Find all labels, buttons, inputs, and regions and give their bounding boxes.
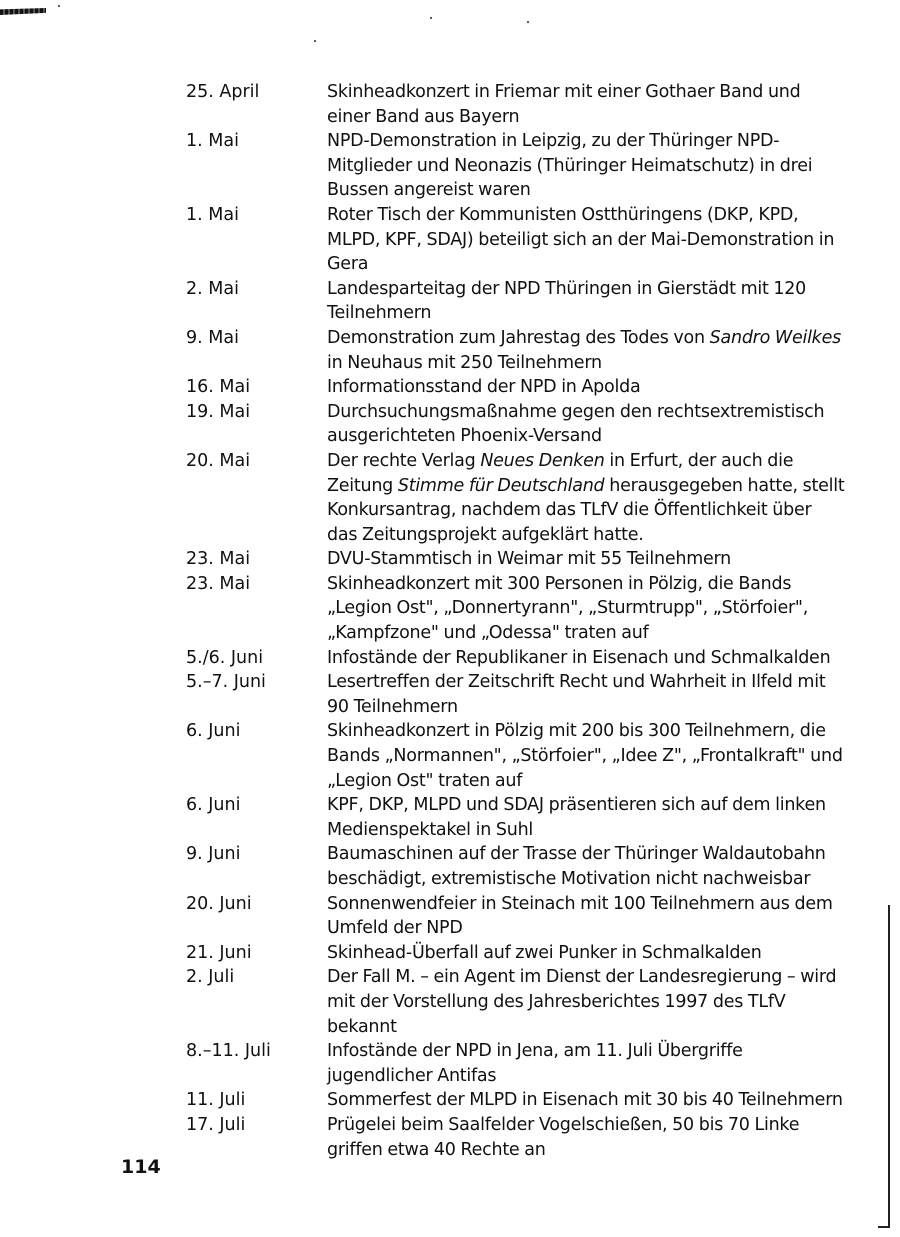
- entry-text: Skinheadkonzert in Pölzig mit 200 bis 300 Teilnehmern, die Bands „Normannen", „Störfoier", „Idee Z", „Frontalkraft" und „Legion Ost" traten auf: [327, 721, 843, 791]
- entry-text: NPD-Demonstration in Leipzig, zu der Thüringer NPD-Mitglieder und Neonazis (Thüringer Heimatschutz) in drei Bussen angereist waren: [327, 131, 813, 201]
- chronology-entry: [0, 719, 900, 793]
- scan-edge-foot: [878, 1226, 890, 1228]
- scan-artifact-dot: [527, 21, 529, 23]
- chronology-entry: [0, 965, 900, 1039]
- entry-text-italic: Sandro Weilkes: [709, 327, 841, 348]
- entry-date: 25. April: [186, 82, 260, 102]
- entry-text: Der Fall M. – ein Agent im Dienst der Landesregierung – wird mit der Vorstellung des Jahresberichtes 1997 des TLfV bekannt: [327, 967, 837, 1037]
- entry-date: 11. Juli: [186, 1090, 246, 1111]
- entry-text: Prügelei beim Saalfelder Vogelschießen, 50 bis 70 Linke griffen etwa 40 Rechte an: [327, 1114, 800, 1160]
- entry-text-part: Der rechte Verlag: [327, 450, 481, 471]
- chronology-entry: [0, 1039, 900, 1088]
- chronology-entry: [0, 449, 900, 547]
- entry-date: 5.–7. Juni: [186, 672, 266, 693]
- entry-date: 8.–11. Juli: [186, 1041, 271, 1062]
- entry-text: Roter Tisch der Kommunisten Ostthüringens (DKP, KPD, MLPD, KPF, SDAJ) beteiligt sich an der Mai-Demonstration in Gera: [327, 204, 835, 275]
- entry-text-part: Demonstration zum Jahrestag des Todes von: [327, 327, 710, 348]
- entry-date: 2. Juli: [186, 967, 235, 988]
- chronology-entry: [0, 375, 900, 400]
- entry-date: 1. Mai: [186, 131, 239, 152]
- chronology-entry: [0, 793, 900, 842]
- entry-text-italic: Neues Denken: [480, 450, 605, 471]
- chronology-entry: [0, 1088, 900, 1113]
- chronology-entry: [0, 547, 900, 572]
- entry-text: Skinheadkonzert mit 300 Personen in Pölzig, die Bands „Legion Ost", „Donnertyrann", „Sturmtrupp", „Störfoier", „Kampfzone" und „Odessa" traten auf: [327, 573, 809, 644]
- entry-text-part: in Neuhaus mit 250 Teilnehmern: [327, 352, 602, 373]
- chronology-entry: [0, 80, 900, 129]
- entry-text: Infostände der Republikaner in Eisenach und Schmalkalden: [327, 647, 831, 668]
- entry-date: 21. Juni: [186, 942, 252, 963]
- entry-text-part: herausgegeben hatte, stellt Konkursantrag, nachdem das TLfV die Öffentlichkeit über das Zeitungsprojekt aufgeklärt hatte.: [327, 475, 845, 545]
- chronology-entry: [0, 842, 900, 891]
- entry-text: Sonnenwendfeier in Steinach mit 100 Teilnehmern aus dem Umfeld der NPD: [327, 893, 833, 939]
- scan-artifact-mark: [0, 8, 46, 15]
- entry-date: 6. Juni: [186, 795, 241, 816]
- entry-date: 6. Juni: [186, 721, 241, 742]
- entry-date: 23. Mai: [186, 549, 251, 570]
- entry-text: Sommerfest der MLPD in Eisenach mit 30 bis 40 Teilnehmern: [327, 1090, 843, 1111]
- chronology-entry: [0, 326, 900, 375]
- entry-text: [327, 326, 845, 375]
- chronology-entry: [0, 670, 900, 719]
- entry-text-italic: Stimme für Deutschland: [397, 475, 605, 496]
- chronology-entry: [0, 129, 900, 203]
- entry-date: 20. Juni: [186, 893, 252, 914]
- entry-text: DVU-Stammtisch in Weimar mit 55 Teilnehmern: [327, 549, 731, 570]
- entry-text: Lesertreffen der Zeitschrift Recht und Wahrheit in Ilfeld mit 90 Teilnehmern: [327, 672, 826, 717]
- scan-artifact-dot: [430, 17, 432, 19]
- chronology-entry: [0, 941, 900, 966]
- scan-artifact-dot: [314, 40, 316, 42]
- entry-text: [327, 449, 845, 547]
- chronology-entry: [0, 277, 900, 326]
- entry-date: 9. Juni: [186, 844, 241, 865]
- entry-text: Skinheadkonzert in Friemar mit einer Gothaer Band und einer Band aus Bayern: [327, 82, 801, 127]
- scan-artifact-dot: [58, 5, 60, 7]
- entry-date: 16. Mai: [186, 377, 251, 398]
- chronology-list: [0, 80, 900, 1162]
- entry-text-part: in Erfurt, der auch die Zeitung: [327, 450, 794, 496]
- entry-text: KPF, DKP, MLPD und SDAJ präsentieren sich auf dem linken Medienspektakel in Suhl: [327, 795, 826, 840]
- entry-date: 20. Mai: [186, 450, 251, 471]
- entry-text: Baumaschinen auf der Trasse der Thüringer Waldautobahn beschädigt, extremistische Motivation nicht nachweisbar: [327, 844, 826, 889]
- entry-date: 17. Juli: [186, 1114, 246, 1135]
- entry-date: 9. Mai: [186, 327, 239, 348]
- chronology-entry: [0, 400, 900, 449]
- entry-text: Durchsuchungsmaßnahme gegen den rechtsextremistisch ausgerichteten Phoenix-Versand: [327, 401, 825, 447]
- chronology-entry: [0, 892, 900, 941]
- entry-text: Informationsstand der NPD in Apolda: [327, 377, 641, 398]
- chronology-entry: [0, 203, 900, 277]
- page-number: 114: [121, 1156, 161, 1178]
- chronology-entry: [0, 572, 900, 646]
- entry-date: 5./6. Juni: [186, 647, 264, 668]
- entry-date: 1. Mai: [186, 204, 239, 225]
- entry-date: 19. Mai: [186, 401, 251, 422]
- chronology-entry: [0, 646, 900, 671]
- entry-text: Infostände der NPD in Jena, am 11. Juli Übergriffe jugendlicher Antifas: [327, 1041, 743, 1086]
- entry-date: 2. Mai: [186, 278, 239, 299]
- entry-date: 23. Mai: [186, 573, 251, 594]
- entry-text: Landesparteitag der NPD Thüringen in Gierstädt mit 120 Teilnehmern: [327, 278, 807, 324]
- entry-text: Skinhead-Überfall auf zwei Punker in Schmalkalden: [327, 942, 762, 963]
